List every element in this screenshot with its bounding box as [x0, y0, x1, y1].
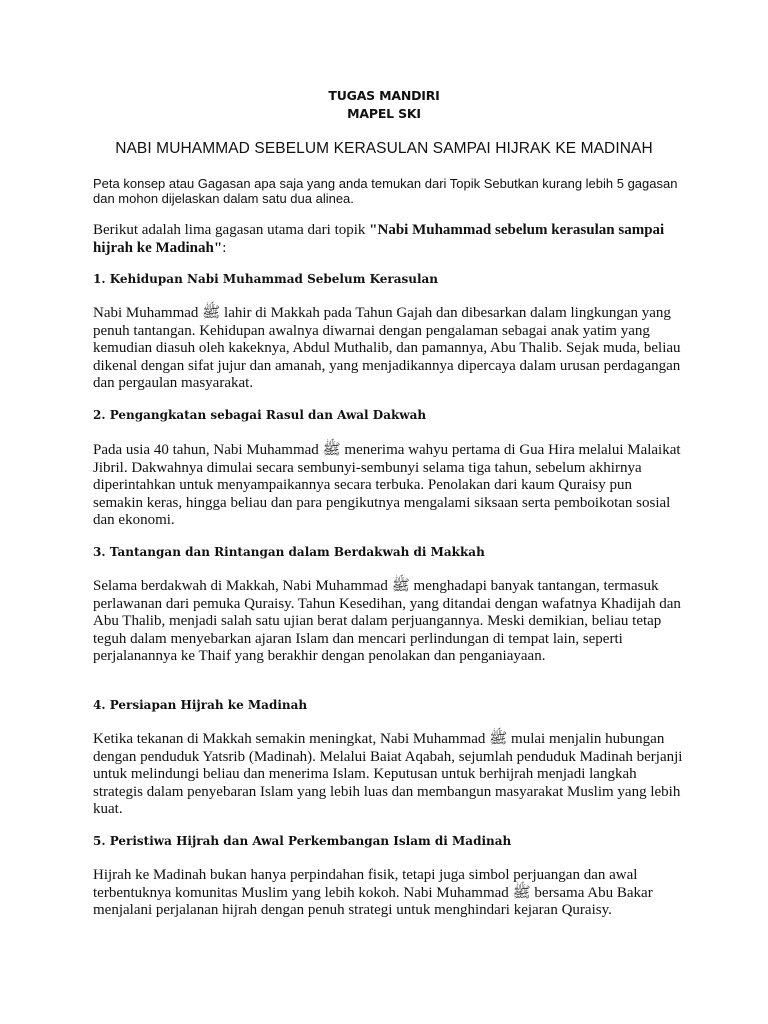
intro-paragraph — [93, 221, 693, 257]
section-heading-2: 2. Pengangkatan sebagai Rasul dan Awal Dakwah — [93, 408, 427, 422]
section-body-1: Nabi Muhammad ﷺ lahir di Makkah pada Tahun Gajah dan dibesarkan dalam lingkungan yang penuh tantangan. Kehidupan awalnya diwarnai dengan pengalaman sebagai anak yatim yang kemudian diasuh oleh kakeknya, Abdul Muthalib, dan pamannya, Abu Thalib. Sejak muda, beliau dikenal dengan sifat jujur dan amanah, yang menjadikannya dipercaya dalam urusan perdagangan dan pergaulan masyarakat. — [93, 305, 681, 391]
assignment-title: TUGAS MANDIRI — [328, 88, 440, 103]
document-title: NABI MUHAMMAD SEBELUM KERASULAN SAMPAI HIJRAK KE MADINAH — [115, 140, 653, 157]
section-body-3: Selama berdakwah di Makkah, Nabi Muhammad ﷺ menghadapi banyak tantangan, termasuk perlawanan dari pemuka Quraisy. Tahun Kesedihan, yang ditandai dengan wafatnya Khadijah dan Abu Thalib, menjadi salah satu ujian berat dalam perjuangannya. Meski demikian, beliau tetap teguh dalam menyebarkan ajaran Islam dan mencari perlindungan di tempat lain, seperti perjalanannya ke Thaif yang berakhir dengan penolakan dan penganiayaan. — [93, 578, 681, 664]
instruction-text: Peta konsep atau Gagasan apa saja yang anda temukan dari Topik Sebutkan kurang lebih 5 gagasan dan mohon dijelaskan dalam satu dua alinea. — [93, 176, 678, 206]
section-body-5: Hijrah ke Madinah bukan hanya perpindahan fisik, tetapi juga simbol perjuangan dan awal terbentuknya komunitas Muslim yang lebih kokoh. Nabi Muhammad ﷺ bersama Abu Bakar menjalani perjalanan hijrah dengan penuh strategi untuk menghindari kejaran Quraisy. — [93, 867, 653, 918]
intro-suffix: : — [222, 240, 227, 256]
section-heading-4: 4. Persiapan Hijrah ke Madinah — [93, 698, 308, 712]
subject-title: MAPEL SKI — [347, 106, 421, 121]
section-heading-3: 3. Tantangan dan Rintangan dalam Berdakwah di Makkah — [93, 545, 485, 559]
section-heading-1: 1. Kehidupan Nabi Muhammad Sebelum Kerasulan — [93, 272, 439, 286]
intro-topic: "Nabi Muhammad sebelum kerasulan sampai hijrah ke Madinah" — [93, 222, 665, 256]
section-body-2: Pada usia 40 tahun, Nabi Muhammad ﷺ menerima wahyu pertama di Gua Hira melalui Malaikat Jibril. Dakwahnya dimulai secara sembunyi-sembunyi selama tiga tahun, sebelum akhirnya diperintahkan untuk menyampaikannya secara terbuka. Penolakan dari kaum Quraisy pun semakin keras, hingga beliau dan para pengikutnya mengalami siksaan serta pemboikotan sosial dan ekonomi. — [93, 442, 681, 528]
section-heading-5: 5. Peristiwa Hijrah dan Awal Perkembangan Islam di Madinah — [93, 834, 512, 848]
intro-prefix: Berikut adalah lima gagasan utama dari topik — [93, 222, 370, 238]
section-body-4: Ketika tekanan di Makkah semakin meningkat, Nabi Muhammad ﷺ mulai menjalin hubungan dengan penduduk Yatsrib (Madinah). Melalui Baiat Aqabah, sejumlah penduduk Madinah berjanji untuk melindungi beliau dan menerima Islam. Keputusan untuk berhijrah menjadi langkah strategis dalam penyebaran Islam yang lebih luas dan membangun masyarakat Muslim yang lebih kuat. — [93, 731, 683, 817]
